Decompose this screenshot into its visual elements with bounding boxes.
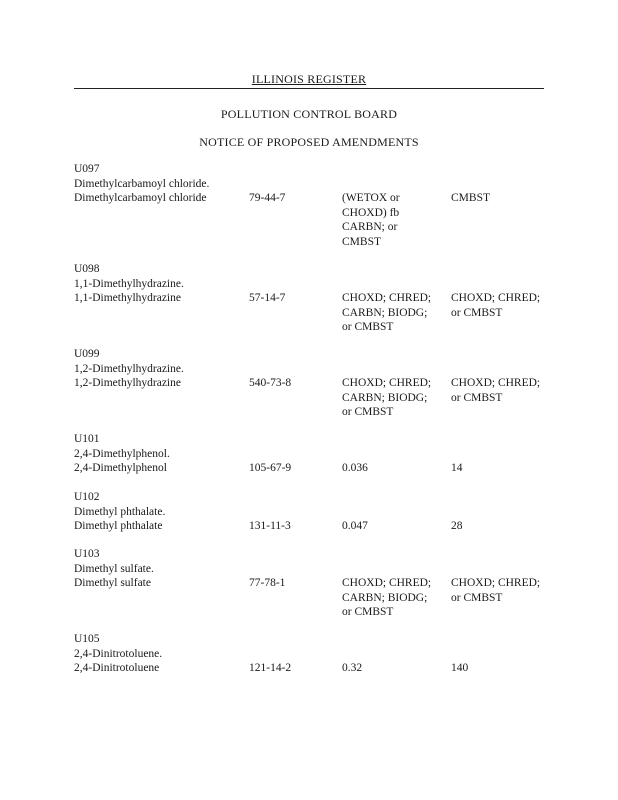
waste-entry	[74, 162, 554, 248]
constituent-name: Dimethylcarbamoyl chloride	[74, 192, 207, 204]
nonwastewater-line: CMBST	[451, 192, 490, 204]
constituent-name: 1,2-Dimethylhydrazine	[74, 377, 181, 389]
constituent-row	[74, 576, 554, 618]
waste-code: U103	[74, 548, 100, 560]
nonwastewater-standard	[451, 661, 556, 676]
nonwastewater-standard	[451, 191, 556, 206]
nonwastewater-line: 140	[451, 662, 469, 674]
header-rule	[74, 88, 544, 89]
constituent-row	[74, 191, 554, 248]
waste-title: 2,4-Dinitrotoluene.	[74, 647, 163, 660]
wastewater-line: CARBN; BIODG;	[342, 391, 428, 404]
waste-title: 2,4-Dimethylphenol.	[74, 447, 170, 460]
waste-code: U105	[74, 633, 100, 645]
nonwastewater-line: CHOXD; CHRED;	[451, 292, 541, 304]
constituent-name: Dimethyl phthalate	[74, 520, 163, 532]
cas-number: 79-44-7	[249, 192, 286, 204]
wastewater-line: CARBN; or	[342, 221, 398, 233]
board-title: POLLUTION CONTROL BOARD	[220, 107, 398, 121]
nonwastewater-standard	[451, 576, 556, 605]
nonwastewater-line: CHOXD; CHRED;	[451, 577, 541, 589]
wastewater-standard	[342, 661, 447, 676]
wastewater-line: 0.32	[342, 662, 363, 674]
cas-number: 105-67-9	[249, 462, 292, 474]
waste-entry	[74, 432, 554, 476]
waste-title: Dimethyl sulfate.	[74, 562, 154, 575]
constituent-name: 1,1-Dimethylhydrazine	[74, 292, 181, 304]
waste-entry	[74, 347, 554, 418]
nonwastewater-line: 14	[451, 462, 463, 474]
wastewater-line: or CMBST	[342, 606, 394, 618]
waste-title: Dimethyl phthalate.	[74, 505, 166, 518]
waste-entry	[74, 262, 554, 333]
cas-number: 131-11-3	[249, 520, 291, 532]
nonwastewater-line: 28	[451, 520, 463, 532]
waste-entry	[74, 490, 554, 534]
constituent-name: 2,4-Dimethylphenol	[74, 462, 167, 474]
wastewater-line: CHOXD; CHRED;	[342, 377, 432, 389]
waste-code: U097	[74, 163, 100, 175]
cas-number: 77-78-1	[249, 577, 286, 589]
wastewater-line: or CMBST	[342, 406, 394, 418]
wastewater-line: CHOXD; CHRED;	[342, 577, 432, 589]
waste-code: U098	[74, 263, 100, 275]
nonwastewater-line: CHOXD; CHRED;	[451, 377, 541, 389]
wastewater-line: or CMBST	[342, 321, 394, 333]
wastewater-line: 0.036	[342, 462, 368, 474]
wastewater-line: (WETOX or	[342, 192, 400, 204]
wastewater-standard	[342, 576, 447, 620]
waste-entry	[74, 547, 554, 618]
wastewater-standard	[342, 376, 447, 420]
waste-code: U099	[74, 348, 100, 360]
register-title: ILLINOIS REGISTER	[251, 72, 367, 86]
nonwastewater-standard	[451, 376, 556, 405]
nonwastewater-line: or CMBST	[451, 306, 503, 319]
constituent-row	[74, 661, 554, 676]
cas-number: 57-14-7	[249, 292, 286, 304]
constituent-name: Dimethyl sulfate	[74, 577, 151, 589]
wastewater-line: 0.047	[342, 520, 368, 532]
waste-title: Dimethylcarbamoyl chloride.	[74, 177, 210, 190]
notice-title: NOTICE OF PROPOSED AMENDMENTS	[199, 135, 419, 149]
wastewater-standard	[342, 461, 447, 476]
waste-code: U102	[74, 491, 100, 503]
nonwastewater-line: or CMBST	[451, 591, 503, 604]
wastewater-line: CHOXD; CHRED;	[342, 292, 432, 304]
wastewater-standard	[342, 291, 447, 335]
wastewater-line: CARBN; BIODG;	[342, 306, 428, 319]
waste-code: U101	[74, 433, 100, 445]
nonwastewater-line: or CMBST	[451, 391, 503, 404]
wastewater-line: CARBN; BIODG;	[342, 591, 428, 604]
constituent-row	[74, 461, 554, 476]
wastewater-standard	[342, 519, 447, 534]
waste-title: 1,2-Dimethylhydrazine.	[74, 362, 184, 375]
constituent-name: 2,4-Dinitrotoluene	[74, 662, 160, 674]
constituent-row	[74, 291, 554, 333]
nonwastewater-standard	[451, 461, 556, 476]
waste-title: 1,1-Dimethylhydrazine.	[74, 277, 184, 290]
cas-number: 121-14-2	[249, 662, 292, 674]
wastewater-line: CMBST	[342, 235, 381, 248]
constituent-row	[74, 376, 554, 418]
constituent-row	[74, 519, 554, 534]
waste-entry	[74, 632, 554, 676]
nonwastewater-standard	[451, 291, 556, 320]
wastewater-standard	[342, 191, 447, 249]
wastewater-line: CHOXD) fb	[342, 206, 400, 219]
nonwastewater-standard	[451, 519, 556, 534]
cas-number: 540-73-8	[249, 377, 292, 389]
